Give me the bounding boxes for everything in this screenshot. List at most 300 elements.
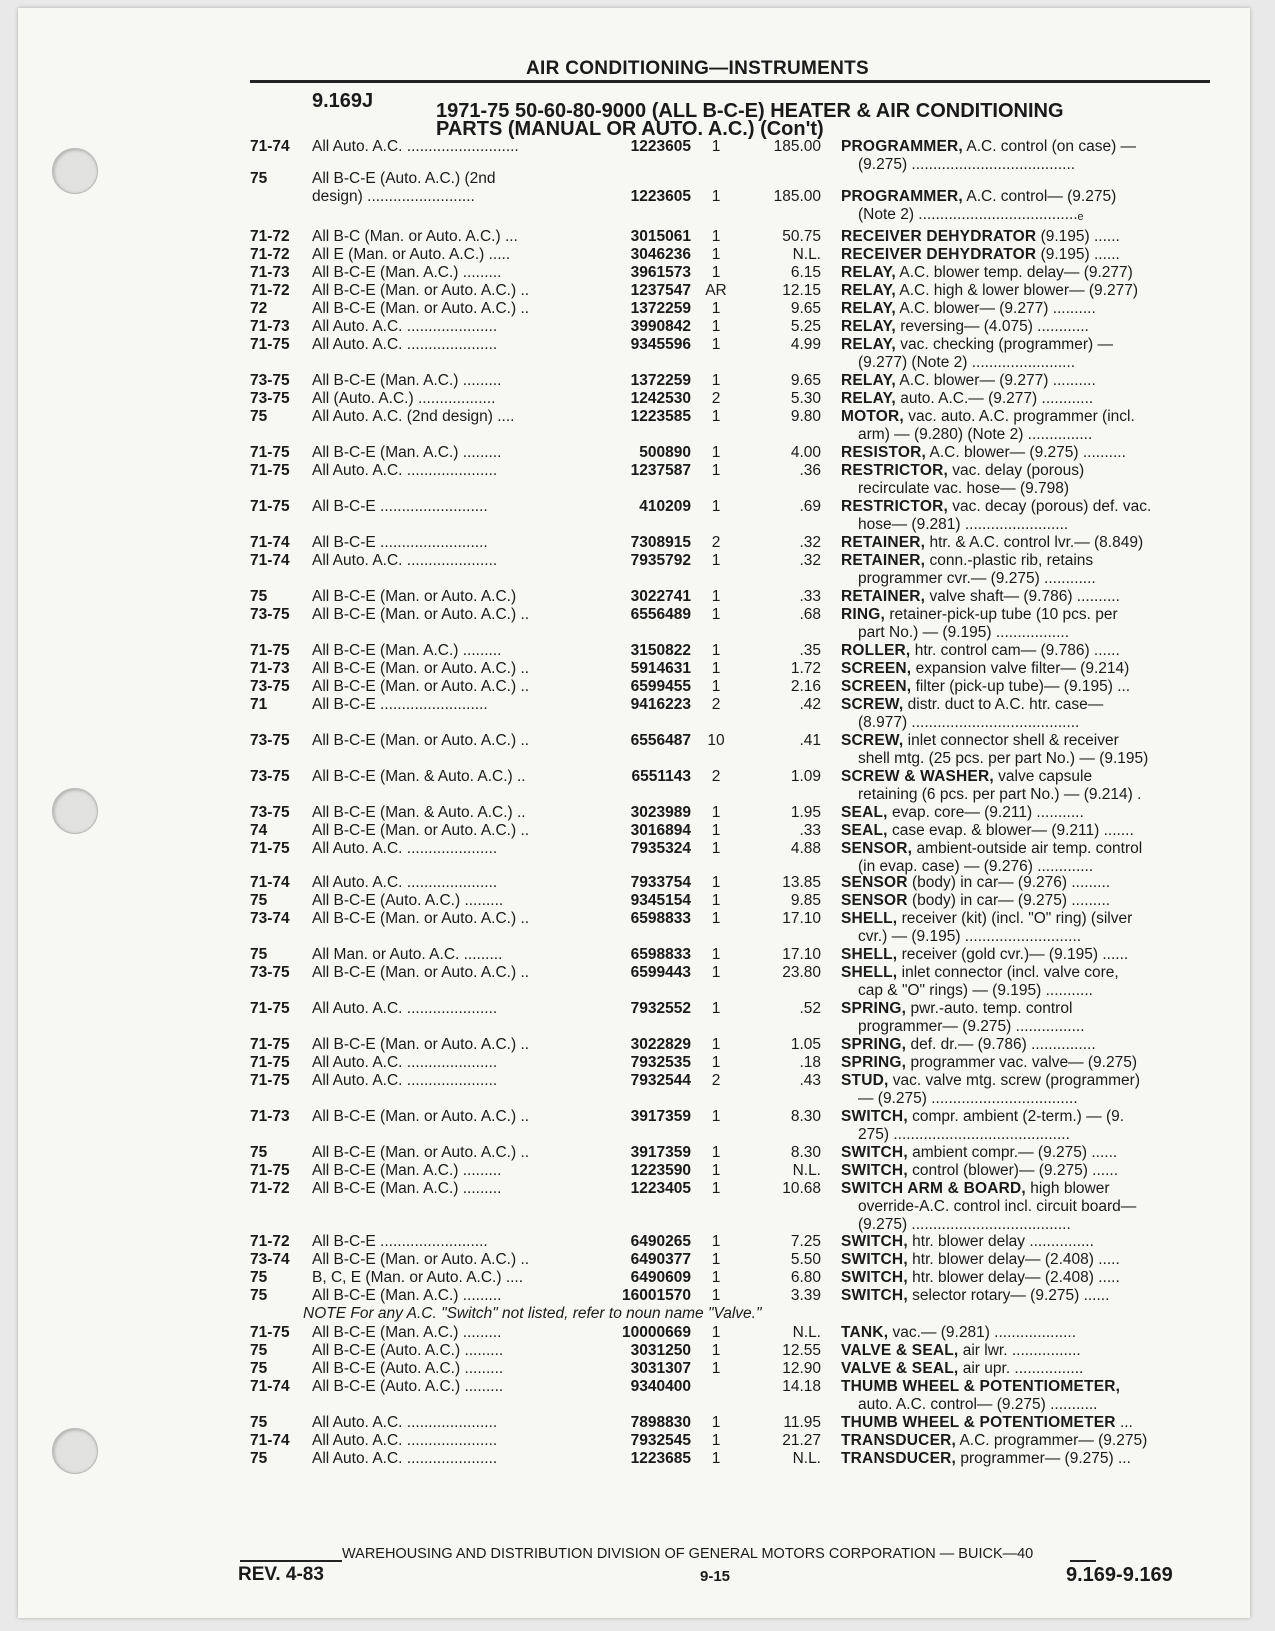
row-description-text: A.C. blower temp. delay— (9.277) bbox=[895, 264, 1133, 281]
row-quantity: 1 bbox=[711, 910, 721, 927]
row-description-text: filter (pick-up tube)— (9.195) ... bbox=[911, 678, 1131, 695]
row-description-continued: auto. A.C. control— (9.275) ........... bbox=[858, 1396, 1098, 1413]
row-application: All B-C-E (Man. or Auto. A.C.) .. bbox=[312, 678, 530, 695]
row-quantity: 1 bbox=[711, 318, 721, 335]
row-description-continued: programmer cvr.— (9.275) ............ bbox=[858, 570, 1096, 587]
row-description-text: htr. blower delay— (2.408) ..... bbox=[907, 1251, 1120, 1268]
row-part-name: SWITCH, bbox=[841, 1287, 908, 1304]
row-description bbox=[841, 1287, 1109, 1305]
table-row bbox=[18, 1036, 1250, 1056]
row-quantity: 1 bbox=[711, 1360, 721, 1377]
row-description bbox=[841, 1360, 1083, 1378]
row-description-text: (body) in car— (9.276) ......... bbox=[907, 874, 1111, 891]
row-application: All B-C-E (Man. or Auto. A.C.) bbox=[312, 588, 517, 605]
row-quantity: 1 bbox=[711, 1108, 721, 1125]
table-row bbox=[18, 660, 1250, 680]
row-quantity: 1 bbox=[711, 1324, 721, 1341]
row-quantity: 1 bbox=[711, 892, 721, 909]
row-part-number: 3917359 bbox=[630, 1108, 691, 1125]
row-part-number: 6598833 bbox=[630, 946, 691, 963]
row-part-name: RELAY, bbox=[841, 318, 896, 335]
table-row bbox=[18, 318, 1250, 338]
row-description-text: vac. decay (porous) def. vac. bbox=[947, 498, 1152, 515]
row-description bbox=[841, 534, 1143, 552]
row-application: All Man. or Auto. A.C. ......... bbox=[312, 946, 503, 963]
row-quantity: 1 bbox=[711, 246, 721, 263]
header-rule bbox=[250, 80, 1210, 83]
row-years: 71-75 bbox=[250, 1036, 290, 1053]
table-row bbox=[18, 444, 1250, 464]
row-description-continued: recirculate vac. hose— (9.798) bbox=[858, 480, 1070, 497]
table-row bbox=[18, 768, 1250, 788]
row-part-number: 7935792 bbox=[630, 552, 691, 569]
row-years: 75 bbox=[250, 1450, 268, 1467]
row-description bbox=[841, 1233, 1094, 1251]
row-description bbox=[841, 1251, 1120, 1269]
row-description-text: A.C. blower— (9.277) .......... bbox=[895, 372, 1096, 389]
row-description bbox=[841, 696, 1103, 714]
row-description bbox=[841, 642, 1120, 660]
row-quantity: 2 bbox=[711, 768, 721, 785]
row-part-number: 7935324 bbox=[630, 840, 691, 857]
row-description-text: ambient-outside air temp. control bbox=[912, 840, 1143, 857]
row-years: 75 bbox=[250, 1414, 268, 1431]
section-heading bbox=[436, 102, 1064, 138]
table-row bbox=[18, 1378, 1250, 1398]
row-price: 8.30 bbox=[790, 1144, 821, 1161]
row-part-name: SENSOR bbox=[841, 892, 908, 909]
row-part-name: THUMB WHEEL & POTENTIOMETER bbox=[841, 1414, 1116, 1431]
table-row bbox=[18, 946, 1250, 966]
row-price: 1.72 bbox=[790, 660, 821, 677]
row-application: All B-C-E (Man. or Auto. A.C.) .. bbox=[312, 660, 530, 677]
row-part-name: SWITCH, bbox=[841, 1251, 908, 1268]
row-quantity: 1 bbox=[711, 1342, 721, 1359]
row-part-name: RESTRICTOR, bbox=[841, 462, 948, 479]
row-description bbox=[841, 732, 1119, 750]
row-application: All B-C-E (Auto. A.C.) ......... bbox=[312, 892, 504, 909]
row-quantity: 1 bbox=[711, 1054, 721, 1071]
table-row bbox=[18, 1162, 1250, 1182]
row-description bbox=[841, 1432, 1147, 1450]
table-row bbox=[18, 264, 1250, 284]
row-part-number: 3031250 bbox=[630, 1342, 691, 1359]
row-description-continued: part No.) — (9.195) ................. bbox=[858, 624, 1070, 641]
row-part-number: 500890 bbox=[639, 444, 691, 461]
row-description bbox=[841, 1324, 1076, 1342]
row-quantity: 1 bbox=[711, 552, 721, 569]
row-description-continued: arm) — (9.280) (Note 2) ............... bbox=[858, 426, 1093, 443]
row-description bbox=[841, 840, 1142, 858]
row-description-continued: shell mtg. (25 pcs. per part No.) — (9.195) bbox=[858, 750, 1149, 767]
row-description-text: def. dr.— (9.786) ............... bbox=[906, 1036, 1096, 1053]
row-part-number: 3023989 bbox=[630, 804, 691, 821]
row-application: All Auto. A.C. ..................... bbox=[312, 462, 498, 479]
row-quantity: 1 bbox=[711, 1287, 721, 1304]
row-part-name: TRANSDUCER, bbox=[841, 1450, 957, 1467]
row-description bbox=[841, 660, 1129, 678]
row-part-name: SENSOR, bbox=[841, 840, 913, 857]
row-description bbox=[841, 1000, 1072, 1018]
table-row bbox=[18, 964, 1250, 984]
table-row bbox=[18, 552, 1250, 572]
row-description-text: htr. & A.C. control lvr.— (8.849) bbox=[925, 534, 1144, 551]
row-application: All B-C-E (Man. A.C.) ......... bbox=[312, 1287, 502, 1304]
row-years: 73-75 bbox=[250, 390, 290, 407]
row-application: All B-C-E (Man. A.C.) ......... bbox=[312, 642, 502, 659]
table-row bbox=[18, 1000, 1250, 1020]
row-quantity: 1 bbox=[711, 462, 721, 479]
table-row bbox=[18, 1324, 1250, 1344]
row-price: 7.25 bbox=[790, 1233, 821, 1250]
row-part-name: RELAY, bbox=[841, 264, 896, 281]
row-part-number: 7932552 bbox=[630, 1000, 691, 1017]
row-price: 1.05 bbox=[790, 1036, 821, 1053]
row-part-name: STUD, bbox=[841, 1072, 889, 1089]
row-part-name: RETAINER, bbox=[841, 552, 926, 569]
row-part-number: 7898830 bbox=[630, 1414, 691, 1431]
row-price: 4.99 bbox=[790, 336, 821, 353]
row-application: All Auto. A.C. ..................... bbox=[312, 318, 498, 335]
table-row bbox=[18, 138, 1250, 158]
row-price: .41 bbox=[799, 732, 821, 749]
row-years: 71-74 bbox=[250, 1432, 290, 1449]
row-years: 75 bbox=[250, 1144, 268, 1161]
row-part-name: SPRING, bbox=[841, 1000, 907, 1017]
row-application: All B-C-E ......................... bbox=[312, 1233, 488, 1250]
row-application: All B-C-E (Man. or Auto. A.C.) .. bbox=[312, 1036, 530, 1053]
row-years: 71-75 bbox=[250, 840, 290, 857]
footer-division: WAREHOUSING AND DISTRIBUTION DIVISION OF GENERAL MOTORS CORPORATION — BUICK—40 bbox=[342, 1546, 1034, 1562]
row-quantity: 1 bbox=[711, 1450, 721, 1467]
row-description bbox=[841, 138, 1136, 156]
row-part-name: RELAY, bbox=[841, 372, 896, 389]
row-part-number: 1372259 bbox=[630, 372, 691, 389]
row-description bbox=[841, 1342, 1081, 1360]
row-part-number: 3990842 bbox=[630, 318, 691, 335]
row-price: 50.75 bbox=[782, 228, 821, 245]
row-description-text: A.C. programmer— (9.275) bbox=[956, 1432, 1148, 1449]
row-description bbox=[841, 1072, 1140, 1090]
row-application: All Auto. A.C. ..................... bbox=[312, 1072, 498, 1089]
row-description bbox=[841, 768, 1092, 786]
row-part-name: RECEIVER DEHYDRATOR bbox=[841, 228, 1037, 245]
row-price: .33 bbox=[799, 822, 821, 839]
row-part-name: SCREW, bbox=[841, 696, 904, 713]
row-part-name: SWITCH, bbox=[841, 1108, 908, 1125]
row-part-name: MOTOR, bbox=[841, 408, 904, 425]
row-part-name: SCREW, bbox=[841, 732, 904, 749]
row-part-name: SHELL, bbox=[841, 946, 898, 963]
row-quantity: 1 bbox=[711, 840, 721, 857]
row-part-number: 3031307 bbox=[630, 1360, 691, 1377]
row-years: 75 bbox=[250, 1360, 268, 1377]
row-description-text: vac. valve mtg. screw (programmer) bbox=[888, 1072, 1140, 1089]
row-description-text: compr. ambient (2-term.) — (9. bbox=[907, 1108, 1125, 1125]
row-application: All Auto. A.C. ..................... bbox=[312, 1054, 498, 1071]
row-application: All Auto. A.C. ..................... bbox=[312, 1414, 498, 1431]
row-application: All B-C-E (Man. or Auto. A.C.) .. bbox=[312, 1251, 530, 1268]
row-years: 71-73 bbox=[250, 660, 290, 677]
table-row bbox=[18, 678, 1250, 698]
row-description bbox=[841, 588, 1120, 606]
table-row bbox=[18, 228, 1250, 248]
row-application: All B-C-E ......................... bbox=[312, 498, 488, 515]
table-row bbox=[18, 696, 1250, 716]
table-row bbox=[18, 1233, 1250, 1253]
section-heading-line-1: 1971-75 50-60-80-9000 (ALL B-C-E) HEATER & AIR CONDITIONING bbox=[436, 100, 1064, 122]
row-application: B, C, E (Man. or Auto. A.C.) .... bbox=[312, 1269, 524, 1286]
revision-date: REV. 4-83 bbox=[238, 1564, 324, 1585]
row-price: 4.00 bbox=[790, 444, 821, 461]
row-part-name: RELAY, bbox=[841, 282, 896, 299]
row-quantity: 1 bbox=[711, 588, 721, 605]
table-row bbox=[18, 1072, 1250, 1092]
row-quantity: 1 bbox=[711, 1036, 721, 1053]
row-part-number: 16001570 bbox=[622, 1287, 691, 1304]
row-application: All B-C-E (Man. or Auto. A.C.) .. bbox=[312, 732, 530, 749]
row-description bbox=[841, 498, 1151, 516]
table-row bbox=[18, 1144, 1250, 1164]
row-years: 71-75 bbox=[250, 1324, 290, 1341]
row-part-name: RING, bbox=[841, 606, 886, 623]
table-row bbox=[18, 462, 1250, 482]
row-price: N.L. bbox=[792, 1324, 821, 1341]
table-row bbox=[18, 1251, 1250, 1271]
row-part-name: VALVE & SEAL, bbox=[841, 1360, 959, 1377]
row-price: 10.68 bbox=[782, 1180, 821, 1197]
row-part-name: SWITCH, bbox=[841, 1269, 908, 1286]
row-years: 73-75 bbox=[250, 804, 290, 821]
row-price: .42 bbox=[799, 696, 821, 713]
row-part-number: 1223605 bbox=[630, 138, 691, 155]
row-part-number: 3917359 bbox=[630, 1144, 691, 1161]
row-price: .43 bbox=[799, 1072, 821, 1089]
row-application: All B-C-E (Man. & Auto. A.C.) .. bbox=[312, 768, 526, 785]
switch-note: NOTE For any A.C. "Switch" not listed, refer to noun name "Valve." bbox=[303, 1305, 762, 1322]
row-description bbox=[841, 300, 1096, 318]
table-row bbox=[18, 282, 1250, 302]
table-row bbox=[18, 892, 1250, 912]
row-quantity: 1 bbox=[711, 1251, 721, 1268]
row-part-number: 1223585 bbox=[630, 408, 691, 425]
row-description-text: pwr.-auto. temp. control bbox=[906, 1000, 1073, 1017]
row-price: 1.95 bbox=[790, 804, 821, 821]
row-quantity: 1 bbox=[711, 804, 721, 821]
row-application: All Auto. A.C. ..................... bbox=[312, 874, 498, 891]
row-price: 9.65 bbox=[790, 300, 821, 317]
row-description-text: programmer vac. valve— (9.275) bbox=[906, 1054, 1137, 1071]
row-price: .68 bbox=[799, 606, 821, 623]
row-years: 71-75 bbox=[250, 1162, 290, 1179]
row-description-text: htr. blower delay ............... bbox=[907, 1233, 1094, 1250]
row-years: 73-74 bbox=[250, 1251, 290, 1268]
row-description-continued: retaining (6 pcs. per part No.) — (9.214) . bbox=[858, 786, 1142, 803]
row-part-number: 7308915 bbox=[630, 534, 691, 551]
row-part-name: THUMB WHEEL & POTENTIOMETER, bbox=[841, 1378, 1121, 1395]
row-description-continued: hose— (9.281) ........................ bbox=[858, 516, 1069, 533]
row-description-text: A.C. control— (9.275) bbox=[962, 188, 1117, 205]
row-quantity: 1 bbox=[711, 1162, 721, 1179]
row-part-number: 9416223 bbox=[630, 696, 691, 713]
row-years: 73-75 bbox=[250, 606, 290, 623]
table-row bbox=[18, 732, 1250, 752]
row-part-number: 3961573 bbox=[630, 264, 691, 281]
row-years: 75 bbox=[250, 946, 268, 963]
row-price: .32 bbox=[799, 552, 821, 569]
row-part-number: 7932544 bbox=[630, 1072, 691, 1089]
row-quantity: 1 bbox=[711, 1269, 721, 1286]
row-quantity: 1 bbox=[711, 1233, 721, 1250]
table-row bbox=[18, 1360, 1250, 1380]
row-description-continued: — (9.275) .................................. bbox=[858, 1090, 1078, 1107]
row-application: All B-C-E (Man. or Auto. A.C.) .. bbox=[312, 1144, 530, 1161]
row-description bbox=[841, 874, 1110, 892]
row-description bbox=[841, 264, 1133, 282]
row-years: 71-75 bbox=[250, 462, 290, 479]
table-row bbox=[18, 804, 1250, 824]
row-part-name: SPRING, bbox=[841, 1054, 907, 1071]
row-price: 9.65 bbox=[790, 372, 821, 389]
row-description-text: auto. A.C.— (9.277) ............ bbox=[895, 390, 1094, 407]
table-row bbox=[18, 408, 1250, 428]
row-description-text: receiver (kit) (incl. "O" ring) (silver bbox=[897, 910, 1133, 927]
row-part-number: 410209 bbox=[639, 498, 691, 515]
row-part-name: SEAL, bbox=[841, 822, 888, 839]
row-part-number: 10000669 bbox=[622, 1324, 691, 1341]
row-description bbox=[841, 1450, 1131, 1468]
row-part-name: RESISTOR, bbox=[841, 444, 927, 461]
row-part-name: SPRING, bbox=[841, 1036, 907, 1053]
row-price: 13.85 bbox=[782, 874, 821, 891]
row-description-continued: (Note 2) .....................................ₑ bbox=[858, 206, 1084, 223]
row-quantity: 1 bbox=[711, 822, 721, 839]
row-price: 3.39 bbox=[790, 1287, 821, 1304]
row-description-text: valve capsule bbox=[993, 768, 1093, 785]
table-row bbox=[18, 1414, 1250, 1434]
row-part-number: 3015061 bbox=[630, 228, 691, 245]
row-part-name: RESTRICTOR, bbox=[841, 498, 948, 515]
row-price: 12.15 bbox=[782, 282, 821, 299]
row-part-name: SCREEN, bbox=[841, 660, 912, 677]
row-application: All B-C-E (Man. or Auto. A.C.) .. bbox=[312, 282, 530, 299]
row-price: 5.25 bbox=[790, 318, 821, 335]
row-description-text: high blower bbox=[1025, 1180, 1110, 1197]
table-row bbox=[18, 498, 1250, 518]
row-part-number: 1223685 bbox=[630, 1450, 691, 1467]
catalog-page bbox=[18, 8, 1250, 1618]
row-price: 9.85 bbox=[790, 892, 821, 909]
row-part-number: 9345596 bbox=[630, 336, 691, 353]
row-description-text: (body) in car— (9.275) ......... bbox=[907, 892, 1111, 909]
row-years: 75 bbox=[250, 588, 268, 605]
row-part-number: 7932545 bbox=[630, 1432, 691, 1449]
row-part-number: 7933754 bbox=[630, 874, 691, 891]
row-price: 17.10 bbox=[782, 910, 821, 927]
row-quantity: 1 bbox=[711, 606, 721, 623]
table-row bbox=[18, 336, 1250, 356]
row-price: .33 bbox=[799, 588, 821, 605]
row-quantity: 1 bbox=[711, 678, 721, 695]
row-part-number: 1237587 bbox=[630, 462, 691, 479]
row-description bbox=[841, 1269, 1120, 1287]
row-part-name: SENSOR bbox=[841, 874, 908, 891]
row-price: 21.27 bbox=[782, 1432, 821, 1449]
row-description-continued: cvr.) — (9.195) ........................... bbox=[858, 928, 1082, 945]
row-price: 9.80 bbox=[790, 408, 821, 425]
row-quantity: 1 bbox=[711, 874, 721, 891]
row-quantity: AR bbox=[705, 282, 727, 299]
row-quantity: 1 bbox=[711, 1144, 721, 1161]
row-description-text: htr. blower delay— (2.408) ..... bbox=[907, 1269, 1120, 1286]
row-quantity: 1 bbox=[711, 964, 721, 981]
row-description bbox=[841, 1180, 1109, 1198]
row-quantity: 1 bbox=[711, 660, 721, 677]
row-description bbox=[841, 336, 1113, 354]
row-years: 71-74 bbox=[250, 874, 290, 891]
row-description bbox=[841, 408, 1135, 426]
row-quantity: 1 bbox=[711, 300, 721, 317]
row-description-text: control (blower)— (9.275) ...... bbox=[907, 1162, 1119, 1179]
row-years: 73-75 bbox=[250, 678, 290, 695]
row-description bbox=[841, 228, 1120, 246]
row-description-text: air lwr. ................ bbox=[958, 1342, 1081, 1359]
row-years: 71-75 bbox=[250, 498, 290, 515]
row-part-number: 6599443 bbox=[630, 964, 691, 981]
row-description bbox=[841, 1108, 1124, 1126]
table-row bbox=[18, 170, 1250, 190]
row-quantity: 10 bbox=[707, 732, 725, 749]
footer-rule-right bbox=[1070, 1560, 1096, 1562]
row-price: 6.15 bbox=[790, 264, 821, 281]
row-application: All B-C-E (Man. or Auto. A.C.) .. bbox=[312, 300, 530, 317]
row-part-number: 3046236 bbox=[630, 246, 691, 263]
table-row bbox=[18, 606, 1250, 626]
row-price: .18 bbox=[799, 1054, 821, 1071]
section-title: AIR CONDITIONING—INSTRUMENTS bbox=[526, 58, 870, 79]
table-row bbox=[18, 1342, 1250, 1362]
row-description bbox=[841, 1054, 1137, 1072]
row-price: 12.90 bbox=[782, 1360, 821, 1377]
row-price: 6.80 bbox=[790, 1269, 821, 1286]
row-description bbox=[841, 892, 1110, 910]
row-years: 74 bbox=[250, 822, 268, 839]
row-quantity: 1 bbox=[711, 498, 721, 515]
row-quantity: 1 bbox=[711, 408, 721, 425]
row-application: All B-C-E (Man. or Auto. A.C.) .. bbox=[312, 1108, 530, 1125]
row-part-name: SEAL, bbox=[841, 804, 888, 821]
row-description bbox=[841, 1144, 1117, 1162]
row-description-text: evap. core— (9.211) ........... bbox=[887, 804, 1084, 821]
row-price: N.L. bbox=[792, 246, 821, 263]
row-application: All Auto. A.C. ..................... bbox=[312, 336, 498, 353]
row-price: 185.00 bbox=[773, 138, 821, 155]
row-description-text: case evap. & blower— (9.211) ....... bbox=[887, 822, 1134, 839]
row-description bbox=[841, 804, 1084, 822]
row-years: 72 bbox=[250, 300, 268, 317]
row-years: 71-75 bbox=[250, 1000, 290, 1017]
table-row bbox=[18, 1180, 1250, 1200]
row-part-name: RETAINER, bbox=[841, 534, 926, 551]
row-description bbox=[841, 188, 1116, 206]
table-row bbox=[18, 300, 1250, 320]
row-description bbox=[841, 390, 1093, 408]
row-years: 73-75 bbox=[250, 732, 290, 749]
row-years: 71-72 bbox=[250, 282, 290, 299]
row-description bbox=[841, 246, 1120, 264]
row-part-number: 6490609 bbox=[630, 1269, 691, 1286]
row-description-continued: 275) ......................................... bbox=[858, 1126, 1070, 1143]
